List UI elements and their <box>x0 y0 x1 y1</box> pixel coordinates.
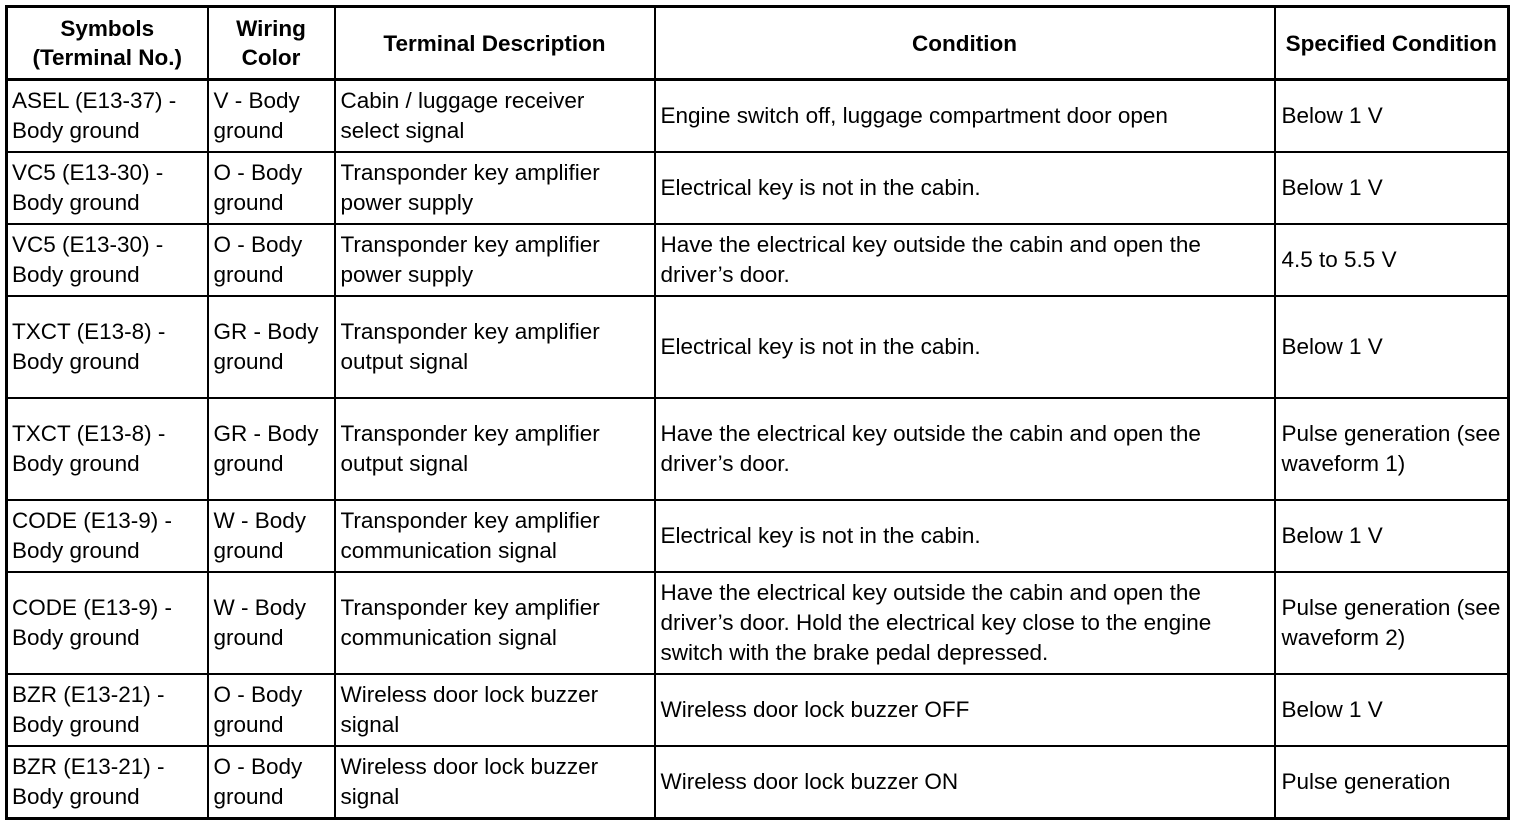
cell-condition: Wireless door lock buzzer OFF <box>655 674 1275 746</box>
cell-description: Wireless door lock buzzer signal <box>335 746 655 819</box>
header-condition: Condition <box>655 7 1275 80</box>
cell-wiring-color: O - Body ground <box>208 152 335 224</box>
header-wiring-color: Wiring Color <box>208 7 335 80</box>
cell-specified-condition: Pulse generation <box>1275 746 1509 819</box>
cell-specified-condition: Below 1 V <box>1275 500 1509 572</box>
cell-wiring-color: V - Body ground <box>208 80 335 153</box>
cell-specified-condition: 4.5 to 5.5 V <box>1275 224 1509 296</box>
table-row <box>7 152 1509 224</box>
table-row <box>7 746 1509 819</box>
header-terminal-description: Terminal Description <box>335 7 655 80</box>
cell-wiring-color: W - Body ground <box>208 572 335 674</box>
cell-specified-condition: Below 1 V <box>1275 152 1509 224</box>
cell-symbols: TXCT (E13-8) - Body ground <box>7 296 208 398</box>
table-row <box>7 674 1509 746</box>
header-symbols: Symbols (Terminal No.) <box>7 7 208 80</box>
cell-description: Transponder key amplifier communication signal <box>335 572 655 674</box>
cell-symbols: ASEL (E13-37) - Body ground <box>7 80 208 153</box>
cell-symbols: CODE (E13-9) - Body ground <box>7 500 208 572</box>
table-row <box>7 224 1509 296</box>
header-specified-condition: Specified Condition <box>1275 7 1509 80</box>
cell-symbols: TXCT (E13-8) - Body ground <box>7 398 208 500</box>
cell-description: Transponder key amplifier output signal <box>335 296 655 398</box>
cell-symbols: VC5 (E13-30) - Body ground <box>7 224 208 296</box>
cell-wiring-color: O - Body ground <box>208 746 335 819</box>
table-row <box>7 80 1509 153</box>
cell-specified-condition: Below 1 V <box>1275 80 1509 153</box>
cell-wiring-color: GR - Body ground <box>208 398 335 500</box>
cell-condition: Electrical key is not in the cabin. <box>655 152 1275 224</box>
cell-symbols: BZR (E13-21) - Body ground <box>7 674 208 746</box>
cell-specified-condition: Pulse generation (see waveform 1) <box>1275 398 1509 500</box>
terminal-spec-table <box>5 5 1510 820</box>
cell-symbols: BZR (E13-21) - Body ground <box>7 746 208 819</box>
header-row <box>7 7 1509 80</box>
cell-condition: Wireless door lock buzzer ON <box>655 746 1275 819</box>
cell-specified-condition: Below 1 V <box>1275 674 1509 746</box>
cell-description: Transponder key amplifier power supply <box>335 224 655 296</box>
cell-symbols: CODE (E13-9) - Body ground <box>7 572 208 674</box>
cell-specified-condition: Pulse generation (see waveform 2) <box>1275 572 1509 674</box>
cell-specified-condition: Below 1 V <box>1275 296 1509 398</box>
cell-wiring-color: O - Body ground <box>208 674 335 746</box>
cell-condition: Have the electrical key outside the cabin and open the driver’s door. <box>655 398 1275 500</box>
cell-condition: Engine switch off, luggage compartment door open <box>655 80 1275 153</box>
cell-description: Transponder key amplifier communication signal <box>335 500 655 572</box>
cell-condition: Electrical key is not in the cabin. <box>655 296 1275 398</box>
cell-description: Wireless door lock buzzer signal <box>335 674 655 746</box>
cell-condition: Electrical key is not in the cabin. <box>655 500 1275 572</box>
cell-description: Transponder key amplifier power supply <box>335 152 655 224</box>
table-row <box>7 398 1509 500</box>
cell-symbols: VC5 (E13-30) - Body ground <box>7 152 208 224</box>
cell-description: Transponder key amplifier output signal <box>335 398 655 500</box>
table-row <box>7 296 1509 398</box>
cell-wiring-color: W - Body ground <box>208 500 335 572</box>
cell-wiring-color: O - Body ground <box>208 224 335 296</box>
cell-wiring-color: GR - Body ground <box>208 296 335 398</box>
cell-condition: Have the electrical key outside the cabin and open the driver’s door. <box>655 224 1275 296</box>
cell-condition: Have the electrical key outside the cabin and open the driver’s door. Hold the electrical key close to the engine switch with the brake pedal depressed. <box>655 572 1275 674</box>
table-row <box>7 500 1509 572</box>
table-row <box>7 572 1509 674</box>
cell-description: Cabin / luggage receiver select signal <box>335 80 655 153</box>
